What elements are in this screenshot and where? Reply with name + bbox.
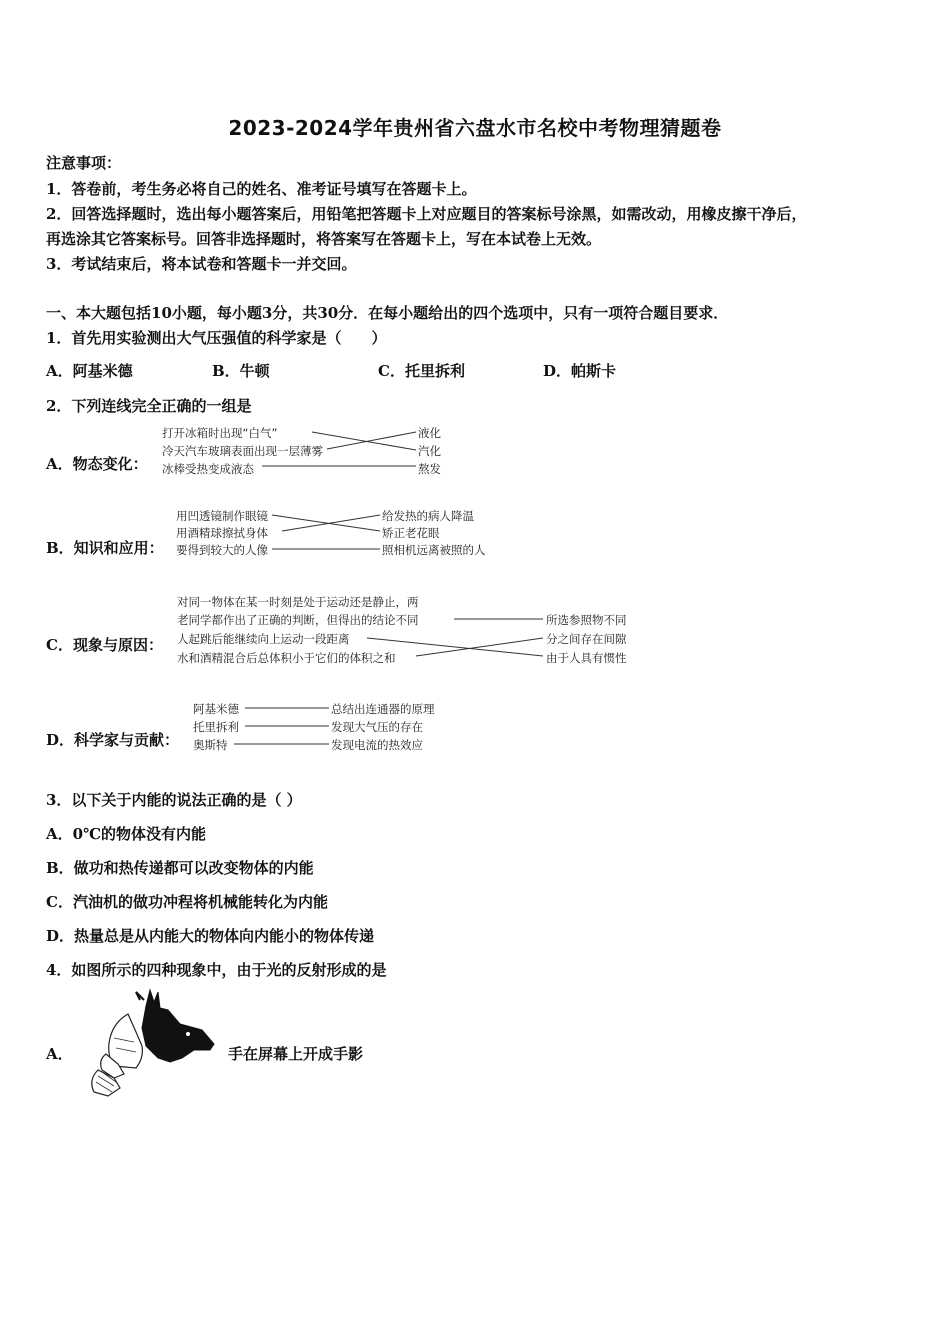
q2d-left-item: 阿基米德 <box>193 702 239 716</box>
q2b-left-item: 要得到较大的人像 <box>176 543 268 557</box>
q1-option-a: A．阿基米德 <box>46 362 133 380</box>
q2d-left-item: 托里拆利 <box>193 720 239 734</box>
connector-line <box>327 432 416 449</box>
q3-option-c: C．汽油机的做功冲程将机械能转化为内能 <box>46 893 328 911</box>
q2c-left-item: 老同学都作出了正确的判断，但得出的结论不同 <box>177 613 419 627</box>
q3-option-a: A．0℃的物体没有内能 <box>46 825 207 843</box>
q2a-right-item: 汽化 <box>418 444 441 458</box>
q2c-left-item: 对同一物体在某一时刻是处于运动还是静止，两 <box>177 595 419 609</box>
page-title: 2023-2024学年贵州省六盘水市名校中考物理猜题卷 <box>228 116 722 140</box>
q2b-right-item: 照相机远离被照的人 <box>382 543 486 557</box>
question-4-stem: 4．如图所示的四种现象中，由于光的反射形成的是 <box>46 961 387 979</box>
q2a-left-item: 冷天汽车玻璃表面出现一层薄雾 <box>162 444 323 458</box>
q4-option-a-label: A． <box>46 1045 73 1063</box>
question-3-stem: 3．以下关于内能的说法正确的是（ ） <box>46 791 302 809</box>
connector-line <box>416 638 543 656</box>
notice-heading: 注意事项： <box>46 154 122 172</box>
q3-option-d: D．热量总是从内能大的物体向内能小的物体传递 <box>46 927 375 945</box>
q1-option-c: C．托里拆利 <box>378 362 465 380</box>
q2d-right-item: 总结出连通器的原理 <box>331 702 435 716</box>
q2a-right-item: 液化 <box>418 426 441 440</box>
hand-shadow-illustration <box>84 988 224 1100</box>
q2d-right-item: 发现电流的热效应 <box>331 738 423 752</box>
q2-option-d-label: D．科学家与贡献： <box>46 731 180 749</box>
q2a-left-item: 打开冰箱时出现“白气” <box>162 426 278 440</box>
q2c-left-item: 人起跳后能继续向上运动一段距离 <box>177 632 350 646</box>
notice-item: 再选涂其它答案标号。回答非选择题时，将答案写在答题卡上，写在本试卷上无效。 <box>46 230 602 248</box>
q2b-right-item: 矫正老花眼 <box>382 526 440 540</box>
q1-option-d: D．帕斯卡 <box>543 362 617 380</box>
q2a-right-item: 熬发 <box>418 462 441 476</box>
q2c-right-item: 所选参照物不同 <box>546 613 627 627</box>
q2d-right-item: 发现大气压的存在 <box>331 720 423 734</box>
q2d-left-item: 奥斯特 <box>193 738 228 752</box>
q3-option-b: B．做功和热传递都可以改变物体的内能 <box>46 859 314 877</box>
q2c-left-item: 水和酒精混合后总体积小于它们的体积之和 <box>177 651 396 665</box>
q2-option-c-label: C．现象与原因： <box>46 636 163 654</box>
q2b-left-item: 用酒精球擦拭身体 <box>176 526 268 540</box>
question-1-stem: 1．首先用实验测出大气压强值的科学家是（ ） <box>46 329 387 347</box>
q2-option-a-label: A．物态变化： <box>46 455 148 473</box>
notice-item: 1．答卷前，考生务必将自己的姓名、准考证号填写在答题卡上。 <box>46 180 477 198</box>
q2-option-b-label: B．知识和应用： <box>46 539 164 557</box>
notice-item: 2．回答选择题时，选出每小题答案后，用铅笔把答题卡上对应题目的答案标号涂黑，如需改动，用橡皮擦干净后， <box>46 205 807 223</box>
q2b-right-item: 给发热的病人降温 <box>382 509 474 523</box>
q2b-left-item: 用凹透镜制作眼镜 <box>176 509 268 523</box>
section-heading: 一、本大题包括10小题，每小题3分，共30分．在每小题给出的四个选项中，只有一项符合题目要求． <box>46 304 729 322</box>
notice-item: 3．考试结束后，将本试卷和答题卡一并交回。 <box>46 255 357 273</box>
q4-option-a-caption: 手在屏幕上开成手影 <box>228 1045 364 1063</box>
q1-option-b: B．牛顿 <box>212 362 270 380</box>
question-2-stem: 2．下列连线完全正确的一组是 <box>46 397 252 415</box>
q2a-left-item: 冰棒受热变成液态 <box>162 462 254 476</box>
q2c-right-item: 分之间存在间隙 <box>546 632 627 646</box>
q2c-right-item: 由于人具有惯性 <box>546 651 627 665</box>
